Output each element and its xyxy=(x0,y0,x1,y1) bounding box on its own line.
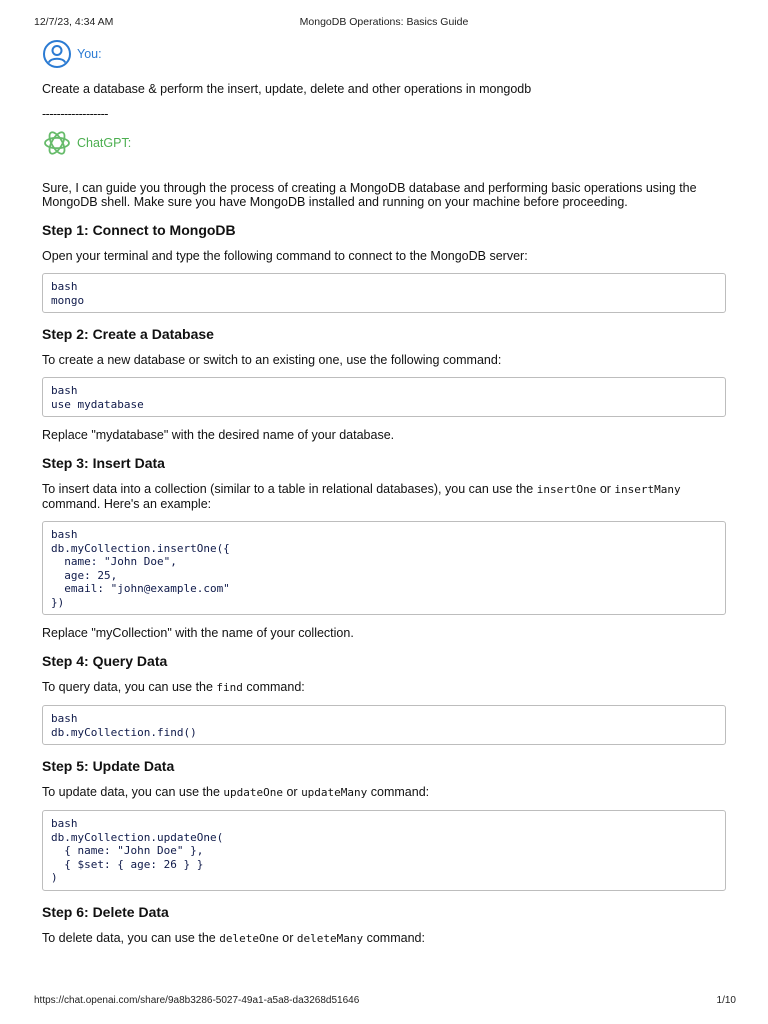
share-url: https://chat.openai.com/share/9a8b3286-5027-49a1-a5a8-da3268d51646 xyxy=(34,995,360,1006)
step-4-heading: Step 4: Query Data xyxy=(42,653,168,669)
inline-code-insertone: insertOne xyxy=(536,483,597,496)
step-6-text-a: To delete data, you can use the xyxy=(42,930,220,945)
step-4-text xyxy=(42,680,726,695)
step-2-text: To create a new database or switch to an existing one, use the following command: xyxy=(42,353,502,367)
inline-code-deletemany: deleteMany xyxy=(296,931,364,945)
step-1-text: Open your terminal and type the following command to connect to the MongoDB server: xyxy=(42,249,528,263)
document-title: MongoDB Operations: Basics Guide xyxy=(299,16,469,28)
step-5-code-block: bash db.myCollection.updateOne( { name: "John Doe" }, { $set: { age: 26 } } ) xyxy=(42,810,726,891)
step-3-text-a: To insert data into a collection (similar to a table in relational databases), you can use the xyxy=(42,482,537,496)
step-6-text-b: or xyxy=(278,930,297,945)
assistant-speaker xyxy=(42,127,726,159)
step-5-text-b: or xyxy=(283,785,302,799)
user-speaker xyxy=(42,38,726,70)
step-3-text-c: command. Here's an example: xyxy=(42,497,212,511)
step-1-code-block: bash mongo xyxy=(42,273,726,313)
step-2-code-block: bash use mydatabase xyxy=(42,377,726,417)
assistant-intro: Sure, I can guide you through the process of creating a MongoDB database and performing basic operations using the MongoDB shell. Make sure you have MongoDB installed and running on your machine before proceeding. xyxy=(42,181,697,209)
user-name-label: You: xyxy=(77,47,102,61)
inline-code-find: find xyxy=(216,681,243,694)
user-message: Create a database & perform the insert, update, delete and other operations in mongodb xyxy=(42,82,532,96)
step-3-note: Replace "myCollection" with the name of your collection. xyxy=(42,626,354,640)
inline-code-insertmany: insertMany xyxy=(614,483,681,496)
step-5-text-a: To update data, you can use the xyxy=(42,785,224,799)
step-2-note: Replace "mydatabase" with the desired name of your database. xyxy=(42,428,395,442)
step-6-text xyxy=(42,931,726,946)
inline-code-updateone: updateOne xyxy=(223,786,283,799)
step-4-text-a: To query data, you can use the xyxy=(42,680,217,694)
step-5-text-c: command: xyxy=(367,785,430,799)
step-5-heading: Step 5: Update Data xyxy=(42,758,175,774)
print-datetime: 12/7/23, 4:34 AM xyxy=(34,16,114,28)
message-separator: ------------------ xyxy=(42,107,108,121)
openai-logo-icon xyxy=(42,128,72,158)
step-3-code-block: bash db.myCollection.insertOne({ name: "John Doe", age: 25, email: "john@example.com" }) xyxy=(42,521,726,615)
assistant-name-label: ChatGPT: xyxy=(77,136,132,150)
step-5-text xyxy=(42,785,726,800)
user-avatar-icon xyxy=(42,39,72,69)
inline-code-deleteone: deleteOne xyxy=(219,931,279,945)
page-number: 1/10 xyxy=(716,995,736,1006)
step-1-heading: Step 1: Connect to MongoDB xyxy=(42,222,236,238)
step-3-text-b: or xyxy=(596,482,615,496)
inline-code-updatemany: updateMany xyxy=(301,786,368,799)
conversation xyxy=(42,38,726,946)
step-2-heading: Step 2: Create a Database xyxy=(42,326,214,342)
step-6-heading: Step 6: Delete Data xyxy=(42,903,169,920)
step-3-heading: Step 3: Insert Data xyxy=(42,455,165,471)
step-4-code-block: bash db.myCollection.find() xyxy=(42,705,726,745)
step-4-text-b: command: xyxy=(242,680,305,694)
step-6-text-c: command: xyxy=(363,930,425,945)
step-3-text xyxy=(42,482,726,511)
